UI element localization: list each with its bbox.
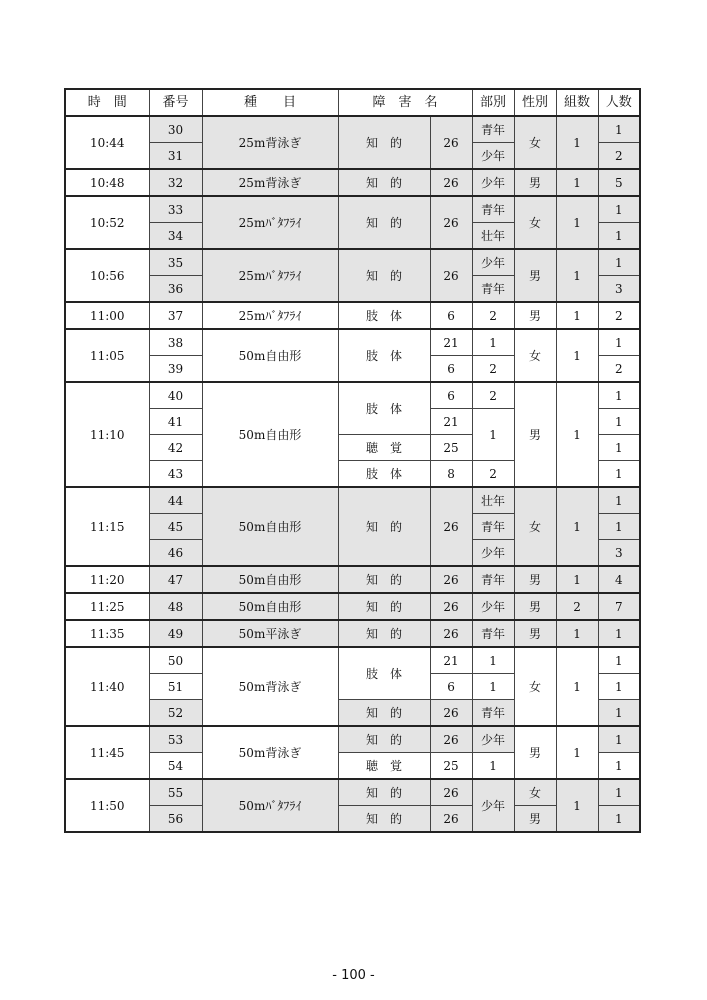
event-cell: 50m自由形: [202, 487, 338, 566]
count-cell: 5: [598, 169, 640, 196]
division-cell: 少年: [472, 143, 514, 170]
table-row: [65, 593, 640, 620]
event-cell: 50m平泳ぎ: [202, 620, 338, 647]
time-cell: 11:10: [65, 382, 149, 487]
disability-code-cell: 26: [430, 700, 472, 727]
number-cell: 36: [149, 276, 202, 303]
division-cell: 2: [472, 356, 514, 383]
event-cell: 25mﾊﾞﾀﾌﾗｲ: [202, 249, 338, 302]
division-cell: 少年: [472, 249, 514, 276]
event-cell: 50m自由形: [202, 566, 338, 593]
schedule-body: [65, 116, 640, 832]
heats-cell: 1: [556, 382, 598, 487]
time-cell: 10:48: [65, 169, 149, 196]
division-cell: 1: [472, 409, 514, 461]
event-cell: 25m背泳ぎ: [202, 169, 338, 196]
table-row: [65, 647, 640, 674]
number-cell: 47: [149, 566, 202, 593]
division-cell: 少年: [472, 169, 514, 196]
number-cell: 33: [149, 196, 202, 223]
time-cell: 11:00: [65, 302, 149, 329]
count-cell: 1: [598, 461, 640, 488]
number-cell: 40: [149, 382, 202, 409]
sex-cell: 男: [514, 382, 556, 487]
sex-cell: 男: [514, 249, 556, 302]
event-cell: 50mﾊﾞﾀﾌﾗｲ: [202, 779, 338, 832]
number-cell: 42: [149, 435, 202, 461]
header-time: 時 間: [65, 89, 149, 116]
table-row: [65, 116, 640, 143]
disability-name-cell: 肢 体: [338, 302, 430, 329]
sex-cell: 男: [514, 726, 556, 779]
sex-cell: 女: [514, 647, 556, 726]
schedule-table: [64, 88, 641, 833]
heats-cell: 1: [556, 487, 598, 566]
sex-cell: 男: [514, 620, 556, 647]
disability-name-cell: 知 的: [338, 779, 430, 806]
header-number: 番号: [149, 89, 202, 116]
disability-name-cell: 知 的: [338, 593, 430, 620]
disability-code-cell: 21: [430, 329, 472, 356]
division-cell: 1: [472, 329, 514, 356]
disability-name-cell: 知 的: [338, 806, 430, 833]
table-row: [65, 726, 640, 753]
table-row: [65, 329, 640, 356]
number-cell: 45: [149, 514, 202, 540]
division-cell: 2: [472, 382, 514, 409]
event-cell: 50m自由形: [202, 329, 338, 382]
number-cell: 53: [149, 726, 202, 753]
count-cell: 1: [598, 620, 640, 647]
heats-cell: 1: [556, 169, 598, 196]
disability-code-cell: 26: [430, 726, 472, 753]
division-cell: 青年: [472, 276, 514, 303]
disability-code-cell: 26: [430, 487, 472, 566]
disability-name-cell: 知 的: [338, 169, 430, 196]
sex-cell: 女: [514, 779, 556, 806]
division-cell: 2: [472, 302, 514, 329]
disability-name-cell: 聴 覚: [338, 753, 430, 780]
number-cell: 38: [149, 329, 202, 356]
heats-cell: 2: [556, 593, 598, 620]
time-cell: 11:35: [65, 620, 149, 647]
count-cell: 7: [598, 593, 640, 620]
disability-name-cell: 知 的: [338, 249, 430, 302]
division-cell: 少年: [472, 779, 514, 832]
heats-cell: 1: [556, 566, 598, 593]
table-row: [65, 196, 640, 223]
count-cell: 1: [598, 435, 640, 461]
header-disability: 障 害 名: [338, 89, 472, 116]
event-cell: 50m自由形: [202, 593, 338, 620]
count-cell: 2: [598, 302, 640, 329]
event-cell: 50m背泳ぎ: [202, 726, 338, 779]
event-cell: 25m背泳ぎ: [202, 116, 338, 169]
time-cell: 11:40: [65, 647, 149, 726]
time-cell: 11:45: [65, 726, 149, 779]
count-cell: 4: [598, 566, 640, 593]
division-cell: 青年: [472, 566, 514, 593]
count-cell: 1: [598, 674, 640, 700]
header-division: 部別: [472, 89, 514, 116]
number-cell: 41: [149, 409, 202, 435]
header-count: 人数: [598, 89, 640, 116]
division-cell: 1: [472, 753, 514, 780]
disability-code-cell: 25: [430, 753, 472, 780]
number-cell: 43: [149, 461, 202, 488]
disability-name-cell: 知 的: [338, 487, 430, 566]
disability-name-cell: 知 的: [338, 116, 430, 169]
count-cell: 2: [598, 143, 640, 170]
time-cell: 11:15: [65, 487, 149, 566]
number-cell: 48: [149, 593, 202, 620]
heats-cell: 1: [556, 249, 598, 302]
table-row: [65, 302, 640, 329]
sex-cell: 男: [514, 593, 556, 620]
count-cell: 1: [598, 329, 640, 356]
count-cell: 1: [598, 249, 640, 276]
disability-name-cell: 知 的: [338, 566, 430, 593]
sex-cell: 女: [514, 116, 556, 169]
disability-code-cell: 26: [430, 779, 472, 806]
table-row: [65, 779, 640, 806]
number-cell: 32: [149, 169, 202, 196]
sex-cell: 女: [514, 487, 556, 566]
count-cell: 1: [598, 753, 640, 780]
table-row: [65, 382, 640, 409]
time-cell: 11:05: [65, 329, 149, 382]
number-cell: 54: [149, 753, 202, 780]
disability-name-cell: 肢 体: [338, 382, 430, 435]
disability-code-cell: 6: [430, 302, 472, 329]
event-cell: 50m背泳ぎ: [202, 647, 338, 726]
number-cell: 51: [149, 674, 202, 700]
number-cell: 35: [149, 249, 202, 276]
count-cell: 1: [598, 409, 640, 435]
count-cell: 1: [598, 647, 640, 674]
sex-cell: 男: [514, 566, 556, 593]
disability-name-cell: 知 的: [338, 726, 430, 753]
event-cell: 25mﾊﾞﾀﾌﾗｲ: [202, 302, 338, 329]
count-cell: 3: [598, 540, 640, 567]
number-cell: 31: [149, 143, 202, 170]
disability-name-cell: 肢 体: [338, 329, 430, 382]
division-cell: 青年: [472, 700, 514, 727]
number-cell: 46: [149, 540, 202, 567]
number-cell: 52: [149, 700, 202, 727]
time-cell: 10:52: [65, 196, 149, 249]
table-row: [65, 249, 640, 276]
header-heats: 組数: [556, 89, 598, 116]
disability-code-cell: 26: [430, 116, 472, 169]
count-cell: 1: [598, 196, 640, 223]
heats-cell: 1: [556, 116, 598, 169]
division-cell: 青年: [472, 620, 514, 647]
page-number: - 100 -: [332, 968, 375, 983]
disability-code-cell: 6: [430, 382, 472, 409]
count-cell: 1: [598, 514, 640, 540]
division-cell: 2: [472, 461, 514, 488]
disability-code-cell: 26: [430, 806, 472, 833]
disability-code-cell: 26: [430, 196, 472, 249]
time-cell: 11:25: [65, 593, 149, 620]
time-cell: 11:20: [65, 566, 149, 593]
count-cell: 1: [598, 487, 640, 514]
number-cell: 56: [149, 806, 202, 833]
number-cell: 30: [149, 116, 202, 143]
heats-cell: 1: [556, 302, 598, 329]
sex-cell: 男: [514, 806, 556, 833]
number-cell: 55: [149, 779, 202, 806]
disability-code-cell: 26: [430, 566, 472, 593]
division-cell: 1: [472, 674, 514, 700]
count-cell: 1: [598, 382, 640, 409]
table-row: [65, 487, 640, 514]
disability-code-cell: 26: [430, 169, 472, 196]
sex-cell: 女: [514, 329, 556, 382]
count-cell: 1: [598, 700, 640, 727]
time-cell: 11:50: [65, 779, 149, 832]
disability-code-cell: 21: [430, 647, 472, 674]
division-cell: 青年: [472, 514, 514, 540]
sex-cell: 男: [514, 169, 556, 196]
table-row: [65, 806, 640, 833]
division-cell: 青年: [472, 196, 514, 223]
heats-cell: 1: [556, 620, 598, 647]
number-cell: 44: [149, 487, 202, 514]
header-event: 種 目: [202, 89, 338, 116]
disability-name-cell: 肢 体: [338, 461, 430, 488]
division-cell: 青年: [472, 116, 514, 143]
disability-name-cell: 知 的: [338, 620, 430, 647]
disability-code-cell: 26: [430, 593, 472, 620]
table-row: [65, 566, 640, 593]
disability-name-cell: 肢 体: [338, 647, 430, 700]
count-cell: 3: [598, 276, 640, 303]
disability-name-cell: 聴 覚: [338, 435, 430, 461]
heats-cell: 1: [556, 647, 598, 726]
count-cell: 1: [598, 806, 640, 833]
heats-cell: 1: [556, 196, 598, 249]
schedule-sheet: [64, 88, 641, 833]
disability-code-cell: 25: [430, 435, 472, 461]
division-cell: 少年: [472, 726, 514, 753]
division-cell: 壮年: [472, 487, 514, 514]
division-cell: 少年: [472, 540, 514, 567]
disability-code-cell: 21: [430, 409, 472, 435]
disability-code-cell: 26: [430, 620, 472, 647]
sex-cell: 男: [514, 302, 556, 329]
event-cell: 50m自由形: [202, 382, 338, 487]
disability-code-cell: 6: [430, 674, 472, 700]
time-cell: 10:44: [65, 116, 149, 169]
number-cell: 49: [149, 620, 202, 647]
number-cell: 50: [149, 647, 202, 674]
disability-code-cell: 8: [430, 461, 472, 488]
heats-cell: 1: [556, 726, 598, 779]
number-cell: 37: [149, 302, 202, 329]
count-cell: 1: [598, 223, 640, 250]
division-cell: 1: [472, 647, 514, 674]
number-cell: 34: [149, 223, 202, 250]
disability-code-cell: 6: [430, 356, 472, 383]
time-cell: 10:56: [65, 249, 149, 302]
number-cell: 39: [149, 356, 202, 383]
heats-cell: 1: [556, 329, 598, 382]
header-row: [65, 89, 640, 116]
count-cell: 1: [598, 779, 640, 806]
table-row: [65, 169, 640, 196]
disability-name-cell: 知 的: [338, 196, 430, 249]
disability-code-cell: 26: [430, 249, 472, 302]
sex-cell: 女: [514, 196, 556, 249]
table-row: [65, 620, 640, 647]
event-cell: 25mﾊﾞﾀﾌﾗｲ: [202, 196, 338, 249]
count-cell: 1: [598, 116, 640, 143]
heats-cell: 1: [556, 779, 598, 832]
division-cell: 少年: [472, 593, 514, 620]
disability-name-cell: 知 的: [338, 700, 430, 727]
count-cell: 2: [598, 356, 640, 383]
division-cell: 壮年: [472, 223, 514, 250]
count-cell: 1: [598, 726, 640, 753]
header-sex: 性別: [514, 89, 556, 116]
